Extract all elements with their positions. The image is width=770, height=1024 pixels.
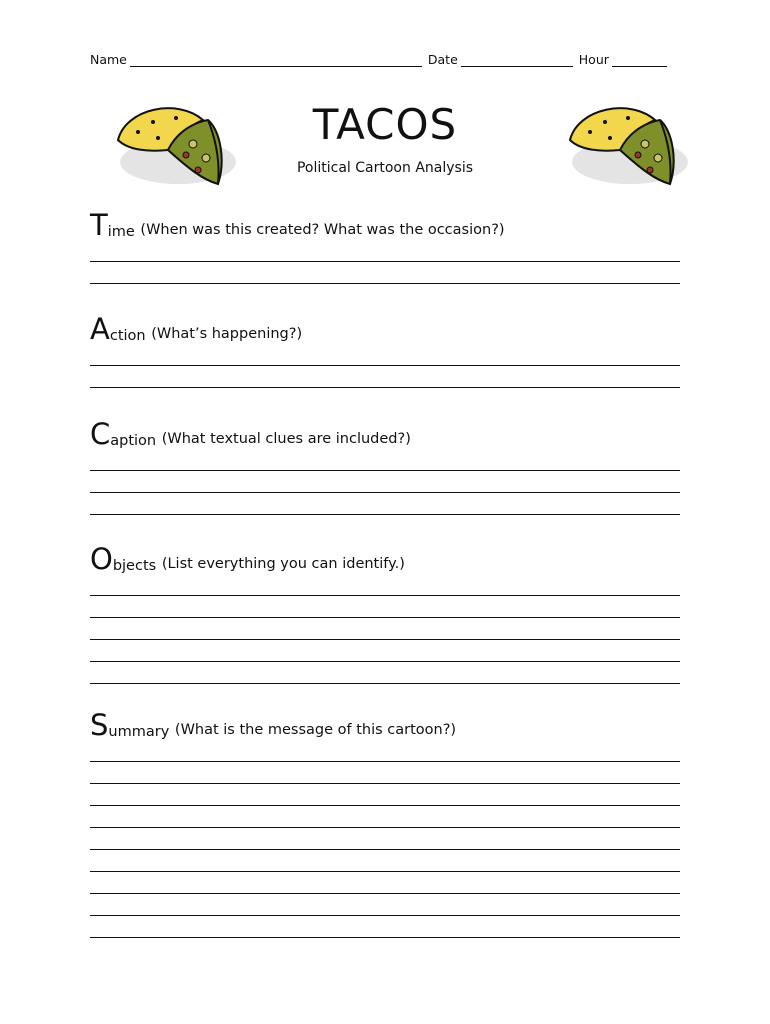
section-word: ime [107,224,135,240]
answer-line[interactable] [90,574,680,596]
answer-line[interactable] [90,471,680,493]
section-word: bjects [112,558,157,574]
section-initial: O [90,542,113,576]
section-word: ummary [108,724,170,740]
section-word: ction [109,328,146,344]
name-label: Name [90,52,127,67]
section-heading [90,415,680,449]
name-field[interactable] [130,52,422,67]
section-heading [90,310,680,344]
answer-line[interactable] [90,493,680,515]
section-time [90,206,680,284]
answer-line[interactable] [90,916,680,938]
answer-line[interactable] [90,640,680,662]
answer-line[interactable] [90,850,680,872]
section-heading [90,706,680,740]
section-heading [90,206,680,240]
page-title: TACOS [312,100,458,149]
answer-line[interactable] [90,366,680,388]
hour-field[interactable] [612,52,667,67]
section-word: aption [110,433,157,449]
answer-line[interactable] [90,740,680,762]
section-prompt: (List everything you can identify.) [161,556,405,572]
answer-line[interactable] [90,596,680,618]
section-prompt: (When was this created? What was the occasion?) [140,222,505,238]
section-initial: T [90,208,108,242]
answer-line[interactable] [90,240,680,262]
section-prompt: (What is the message of this cartoon?) [174,722,457,738]
section-action [90,310,680,388]
answer-line[interactable] [90,262,680,284]
date-field[interactable] [461,52,573,67]
answer-line[interactable] [90,449,680,471]
hour-label: Hour [578,52,609,67]
answer-line[interactable] [90,344,680,366]
answer-line[interactable] [90,662,680,684]
section-prompt: (What’s happening?) [151,326,303,342]
date-label: Date [427,52,458,67]
answer-line[interactable] [90,894,680,916]
answer-line[interactable] [90,872,680,894]
section-heading [90,540,680,574]
section-initial: C [90,417,111,451]
section-initial: S [90,708,109,742]
answer-line[interactable] [90,762,680,784]
answer-line[interactable] [90,828,680,850]
answer-line[interactable] [90,618,680,640]
header-fields [90,47,680,67]
section-initial: A [90,312,110,346]
answer-line[interactable] [90,806,680,828]
section-caption [90,415,680,515]
section-prompt: (What textual clues are included?) [161,431,411,447]
answer-line[interactable] [90,784,680,806]
section-summary [90,706,680,938]
section-objects [90,540,680,684]
page-subtitle: Political Cartoon Analysis [296,160,474,176]
